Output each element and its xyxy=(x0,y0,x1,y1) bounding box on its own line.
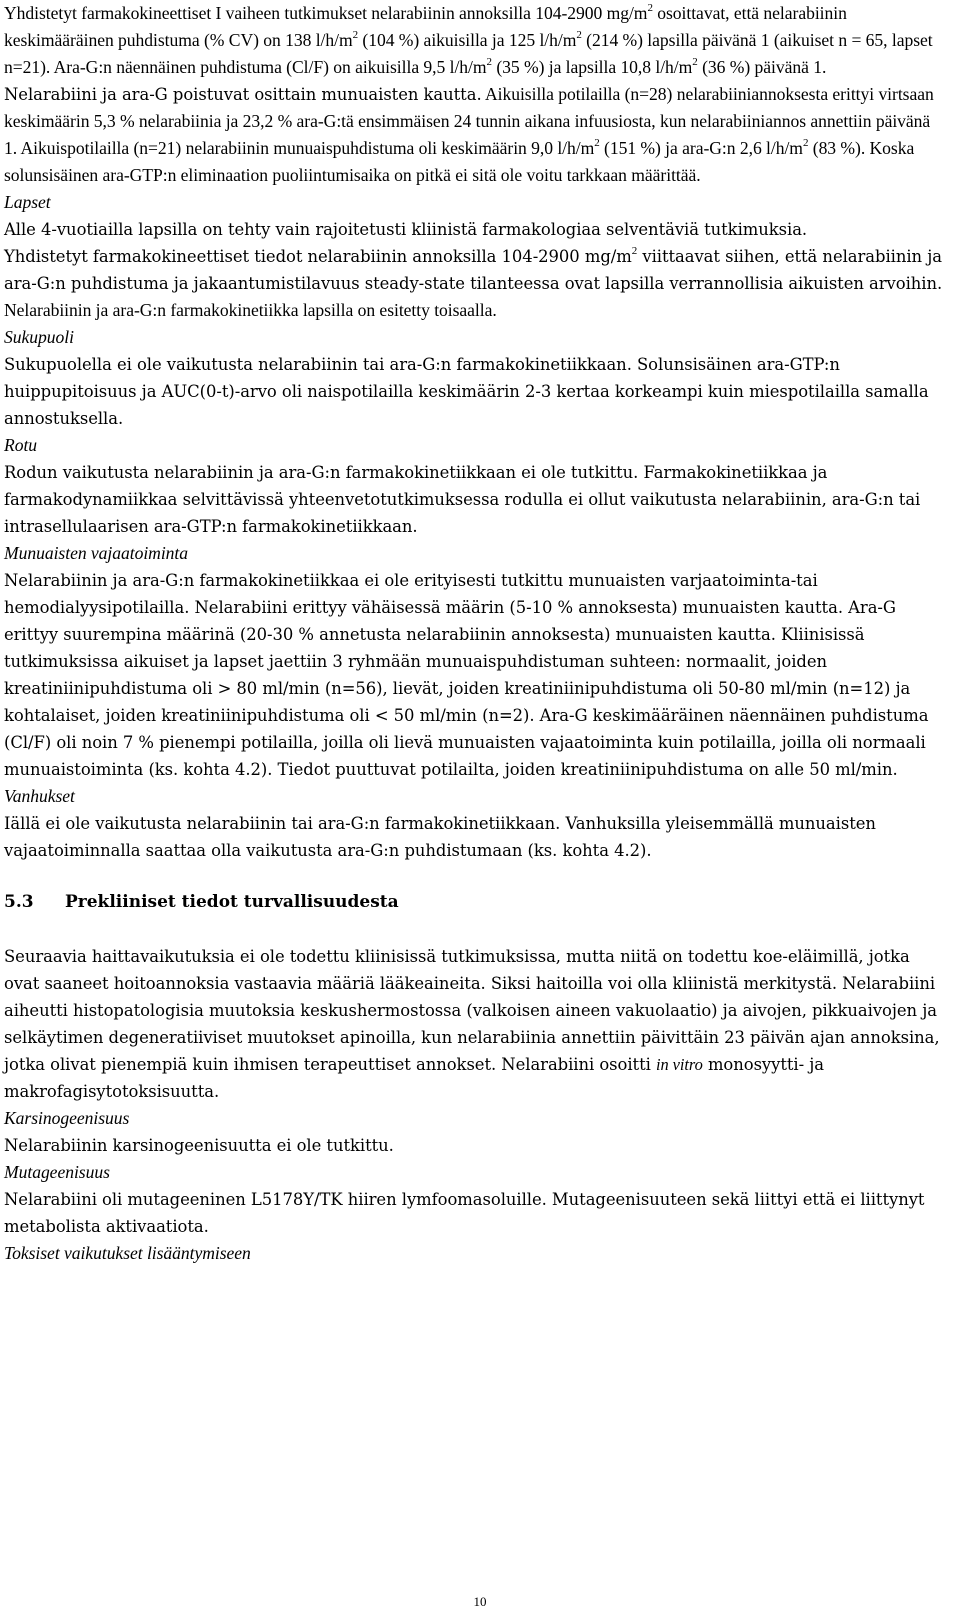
page-number: 10 xyxy=(473,1594,487,1609)
reproductive-toxicity-heading: Toksiset vaikutukset lisääntymiseen xyxy=(4,1243,251,1263)
section-number: 5.3 xyxy=(4,892,34,912)
elderly-text: Iällä ei ole vaikutusta nelarabiinin tai ara-G:n farmakokinetiikkaan. Vanhuksilla yleisemmällä munuaisten vajaatoiminnalla saattaa olla vaikutusta ara-G:n puhdistumaan (ks. kohta 4.2). xyxy=(4,814,876,860)
mutagenicity-heading: Mutageenisuus xyxy=(4,1162,110,1182)
pk-elimination-paragraph: Nelarabiini ja ara-G poistuvat osittain munuaisten kautta. Aikuisilla potilailla (n=28) nelarabiiniannoksesta erittyi virtsaan keskimäärin 5,3 % nelarabiinia ja 23,2 % ara-G:tä ensimmäisen 24 tunnin aikana infuusiosta, kun nelarabiiniannos annettiin päivänä 1. Aikuispotilailla (n=21) nelarabiinin munuaispuhdistuma oli keskimäärin 9,0 $l/h/m^2$ (151 %) ja ara-G:n 2,6 $l/h/m^2$ (83 %). Koska solunsisäinen ara-GTP:n eliminaation puoliintumisaika on pitkä ei sitä ole voitu tarkkaan määrittää. xyxy=(4,84,934,185)
mutagenicity-text: Nelarabiini oli mutageeninen L5178Y/TK hiiren lymfoomasoluille. Mutageenisuuteen sekä liittyi että ei liittynyt metabolista aktivaatiota. xyxy=(4,1190,925,1236)
section-heading xyxy=(4,889,944,916)
renal-text: Nelarabiinin ja ara-G:n farmakokinetiikkaa ei ole erityisesti tutkittu munuaisten varjaatoiminta-tai hemodialyysipotilailla. Nelarabiini erittyy vähäisessä määrin (5-10 % annoksesta) munuaisten kautta. Ara-G erittyy suurempina määrinä (20-30 % annetusta nelarabiinin annoksesta) munuaisten kautta. Kliinisissä tutkimuksissa aikuiset ja lapset jaettiin 3 ryhmään munuaispuhdistuman suhteen: normaalit, joiden kreatiniinipuhdistuma oli > 80 ml/min (n=56), lievät, joiden kreatiniinipuhdistuma oli 50-80 ml/min (n=12) ja kohtalaiset, joiden kreatiniinipuhdistuma oli < 50 ml/min (n=2). Ara-G keskimääräinen näennäinen puhdistuma (Cl/F) oli noin 7 % pienempi potilailla, joilla oli lievä munuaisten vajaatoiminta kuin potilailla, joilla oli normaali munuaistoiminta (ks. kohta 4.2). Tiedot puuttuvat potilailta, joiden kreatiniinipuhdistuma on alle 50 ml/min. xyxy=(4,571,929,779)
pk-clearance-paragraph: Yhdistetyt farmakokineettiset I vaiheen tutkimukset nelarabiinin annoksilla 104-2900 $mg/m^2$ osoittavat, että nelarabiinin keskimääräinen puhdistuma (% CV) on 138 $l/h/m^2$ (104 %) aikuisilla ja 125 $l/h/m^2$ (214 %) lapsilla päivänä 1 (aikuiset n = 65, lapset n=21). Ara-G:n näennäinen puhdistuma (Cl/F) on aikuisilla 9,5 $l/h/m^2$ (35 %) ja lapsilla 10,8 $l/h/m^2$ (36 %) päivänä 1. xyxy=(4,2,933,77)
gender-text: Sukupuolella ei ole vaikutusta nelarabiinin tai ara-G:n farmakokinetiikkaan. Solunsisäinen ara-GTP:n huippupitoisuus ja AUC(0-t)-arvo oli naispotilailla keskimäärin 2-3 kertaa korkeampi kuin miespotilailla samalla annostuksella. xyxy=(4,355,929,428)
preclinical-text: Seuraavia haittavaikutuksia ei ole todettu kliinisissä tutkimuksissa, mutta niitä on todettu koe-eläimillä, jotka ovat saaneet hoitoannoksia vastaavia määriä lääkeaineita. Siksi haitoilla voi olla kliinistä merkitystä. Nelarabiini aiheutti histopatologisia muutoksia keskushermostossa (valkoisen aineen vakuolaatio) ja aivojen, pikkuaivojen ja selkäytimen degeneratiiviset muutokset apinoilla, kun nelarabiinia annettiin päivittäin 23 päivän ajan annoksina, jotka olivat pienempiä kuin ihmisen terapeuttiset annokset. Nelarabiini osoitti in vitro monosyytti- ja makrofagisytotoksisuutta. xyxy=(4,947,940,1101)
race-heading: Rotu xyxy=(4,435,38,455)
children-pk-paragraph: Yhdistetyt farmakokineettiset tiedot nelarabiinin annoksilla 104-2900 $mg/m^2$ viittaavat siihen, että nelarabiinin ja ara-G:n puhdistuma ja jakaantumistilavuus steady-state tilanteessa ovat lapsilla verrannollisia aikuisten arvoihin. Nelarabiinin ja ara-G:n farmakokinetiikka lapsilla on esitetty toisaalla. xyxy=(4,245,943,320)
children-text: Alle 4-vuotiailla lapsilla on tehty vain rajoitetusti kliinistä farmakologiaa selventäviä tutkimuksia. xyxy=(4,220,808,239)
carcinogenicity-heading: Karsinogeenisuus xyxy=(4,1108,130,1128)
children-heading: Lapset xyxy=(4,192,51,212)
document-page xyxy=(4,0,944,1267)
section-title: Prekliiniset tiedot turvallisuudesta xyxy=(65,892,399,912)
gender-heading: Sukupuoli xyxy=(4,327,74,347)
renal-heading: Munuaisten vajaatoiminta xyxy=(4,543,189,563)
spacer xyxy=(4,916,944,943)
elderly-heading: Vanhukset xyxy=(4,786,75,806)
race-text: Rodun vaikutusta nelarabiinin ja ara-G:n farmakokinetiikkaan ei ole tutkittu. Farmakokinetiikkaa ja farmakodynamiikkaa selvittävissä yhteenvetotutkimuksessa rodulla ei ollut vaikutusta nelarabiinin, ara-G:n tai intrasellulaarisen ara-GTP:n farmakokinetiikkaan. xyxy=(4,463,921,536)
carcinogenicity-text: Nelarabiinin karsinogeenisuutta ei ole tutkittu. xyxy=(4,1136,394,1155)
